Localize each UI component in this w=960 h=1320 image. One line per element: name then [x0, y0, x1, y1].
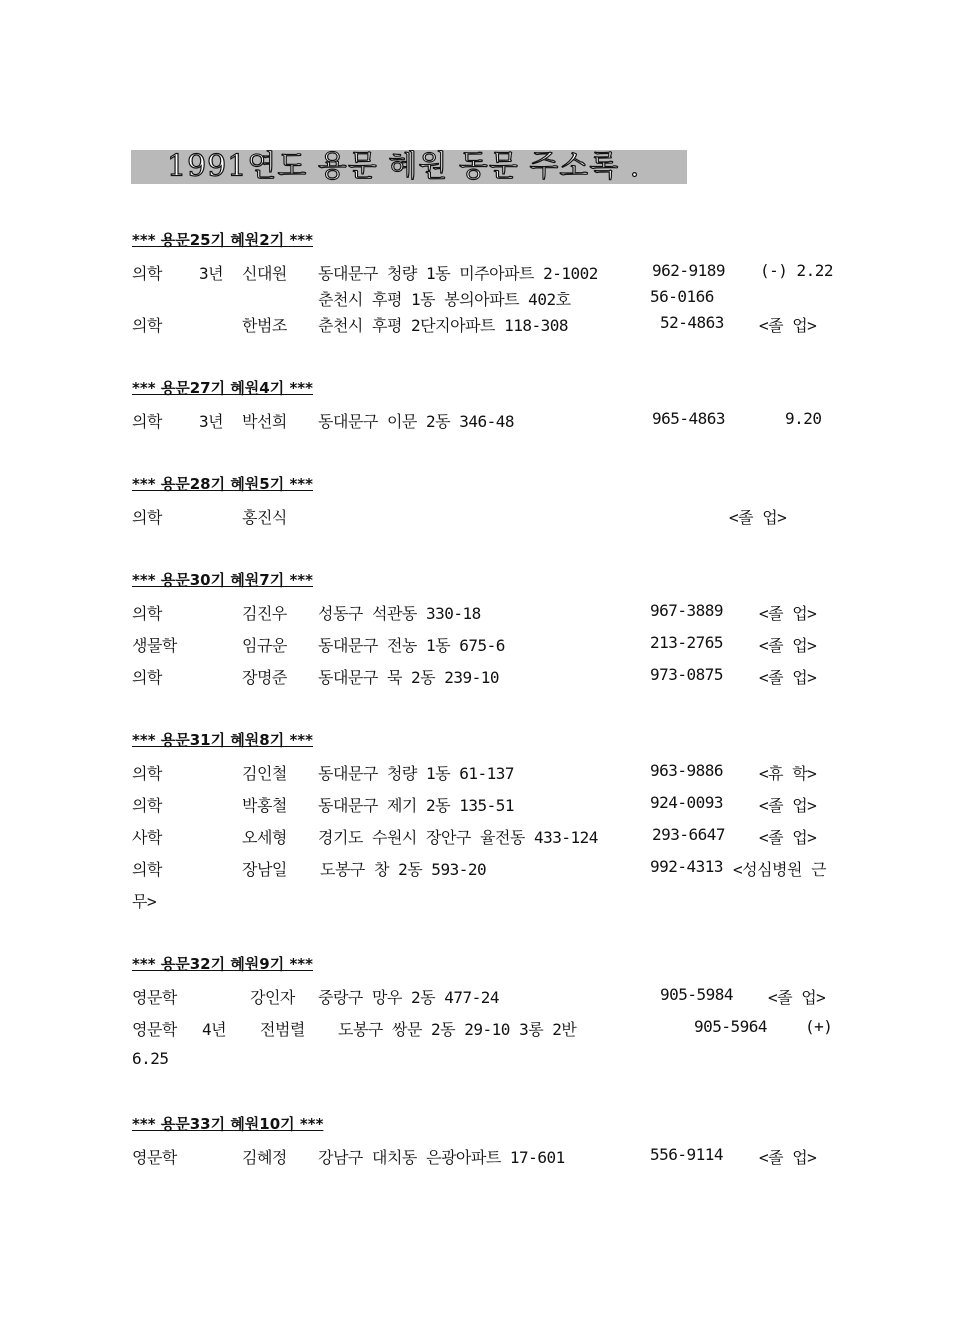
major: 의학 [132, 860, 162, 879]
major: 의학 [132, 796, 162, 815]
address: 동대문구 청량 1동 미주아파트 2-1002 [318, 264, 598, 283]
major: 의학 [132, 668, 162, 687]
note: <졸 업> [759, 1148, 817, 1167]
note-continued: 6.25 [132, 1049, 169, 1068]
year: 4년 [202, 1020, 227, 1039]
name: 박홍철 [242, 796, 287, 815]
phone: 992-4313 [650, 857, 724, 876]
address: 동대문구 전농 1동 675-6 [318, 636, 505, 655]
phone: 905-5964 [694, 1017, 768, 1036]
phone: 905-5984 [660, 985, 734, 1004]
major: 사학 [132, 828, 162, 847]
address: 춘천시 후평 1동 봉의아파트 402호 [318, 290, 571, 309]
name: 전범렬 [260, 1020, 305, 1039]
address: 강남구 대치동 은광아파트 17-601 [318, 1148, 565, 1167]
name: 박선희 [242, 412, 287, 431]
section-header: *** 용문27기 혜원4기 *** [132, 379, 313, 397]
year: 3년 [199, 264, 224, 283]
major: 생물학 [132, 636, 177, 655]
major: 영문학 [132, 1148, 177, 1167]
major: 영문학 [132, 988, 177, 1007]
phone: 56-0166 [650, 287, 714, 306]
note: (+) [805, 1017, 833, 1036]
note-continued: 무> [132, 892, 157, 911]
note: <졸 업> [759, 636, 817, 655]
section-header: *** 용문25기 혜원2기 *** [132, 231, 313, 249]
note: 9.20 [785, 409, 822, 428]
name: 강인자 [250, 988, 295, 1007]
phone: 967-3889 [650, 601, 724, 620]
phone: 556-9114 [650, 1145, 724, 1164]
name: 한범조 [242, 316, 287, 335]
name: 신대원 [242, 264, 287, 283]
note: <졸 업> [729, 508, 787, 527]
phone: 293-6647 [652, 825, 726, 844]
note: <성심병원 근 [733, 860, 827, 879]
phone: 965-4863 [652, 409, 726, 428]
major: 영문학 [132, 1020, 177, 1039]
note: <졸 업> [768, 988, 826, 1007]
page-title: 1991연도 용문 혜원 동문 주소록 . [131, 150, 687, 184]
year: 3년 [199, 412, 224, 431]
name: 김혜정 [242, 1148, 287, 1167]
address: 성동구 석관동 330-18 [318, 604, 481, 623]
phone: 962-9189 [652, 261, 726, 280]
major: 의학 [132, 412, 162, 431]
address: 도봉구 창 2동 593-20 [320, 860, 487, 879]
address: 동대문구 청량 1동 61-137 [318, 764, 515, 783]
section-header: *** 용문30기 혜원7기 *** [132, 571, 313, 589]
name: 임규운 [242, 636, 287, 655]
name: 김인철 [242, 764, 287, 783]
name: 김진우 [242, 604, 287, 623]
phone: 924-0093 [650, 793, 724, 812]
note: <졸 업> [759, 668, 817, 687]
address: 중랑구 망우 2동 477-24 [318, 988, 500, 1007]
name: 오세형 [242, 828, 287, 847]
address: 도봉구 쌍문 2동 29-10 3롱 2반 [338, 1020, 577, 1039]
name: 장남일 [242, 860, 287, 879]
address: 동대문구 묵 2동 239-10 [318, 668, 500, 687]
phone: 973-0875 [650, 665, 724, 684]
phone: 213-2765 [650, 633, 724, 652]
phone: 52-4863 [660, 313, 724, 332]
major: 의학 [132, 316, 162, 335]
note: (-) 2.22 [760, 261, 834, 280]
phone: 963-9886 [650, 761, 724, 780]
major: 의학 [132, 508, 162, 527]
address: 춘천시 후평 2단지아파트 118-308 [318, 316, 569, 335]
note: <졸 업> [759, 796, 817, 815]
major: 의학 [132, 604, 162, 623]
name: 장명준 [242, 668, 287, 687]
section-header: *** 용문32기 혜원9기 *** [132, 955, 313, 973]
address: 동대문구 이문 2동 346-48 [318, 412, 515, 431]
address: 경기도 수원시 장안구 율전동 433-124 [318, 828, 598, 847]
note: <졸 업> [759, 604, 817, 623]
section-header: *** 용문31기 혜원8기 *** [132, 731, 313, 749]
name: 홍진식 [242, 508, 287, 527]
major: 의학 [132, 764, 162, 783]
note: <휴 학> [759, 764, 817, 783]
section-header: *** 용문28기 혜원5기 *** [132, 475, 313, 493]
note: <졸 업> [759, 828, 817, 847]
address: 동대문구 제기 2동 135-51 [318, 796, 515, 815]
major: 의학 [132, 264, 162, 283]
section-header: *** 용문33기 혜원10기 *** [132, 1115, 324, 1133]
note: <졸 업> [759, 316, 817, 335]
